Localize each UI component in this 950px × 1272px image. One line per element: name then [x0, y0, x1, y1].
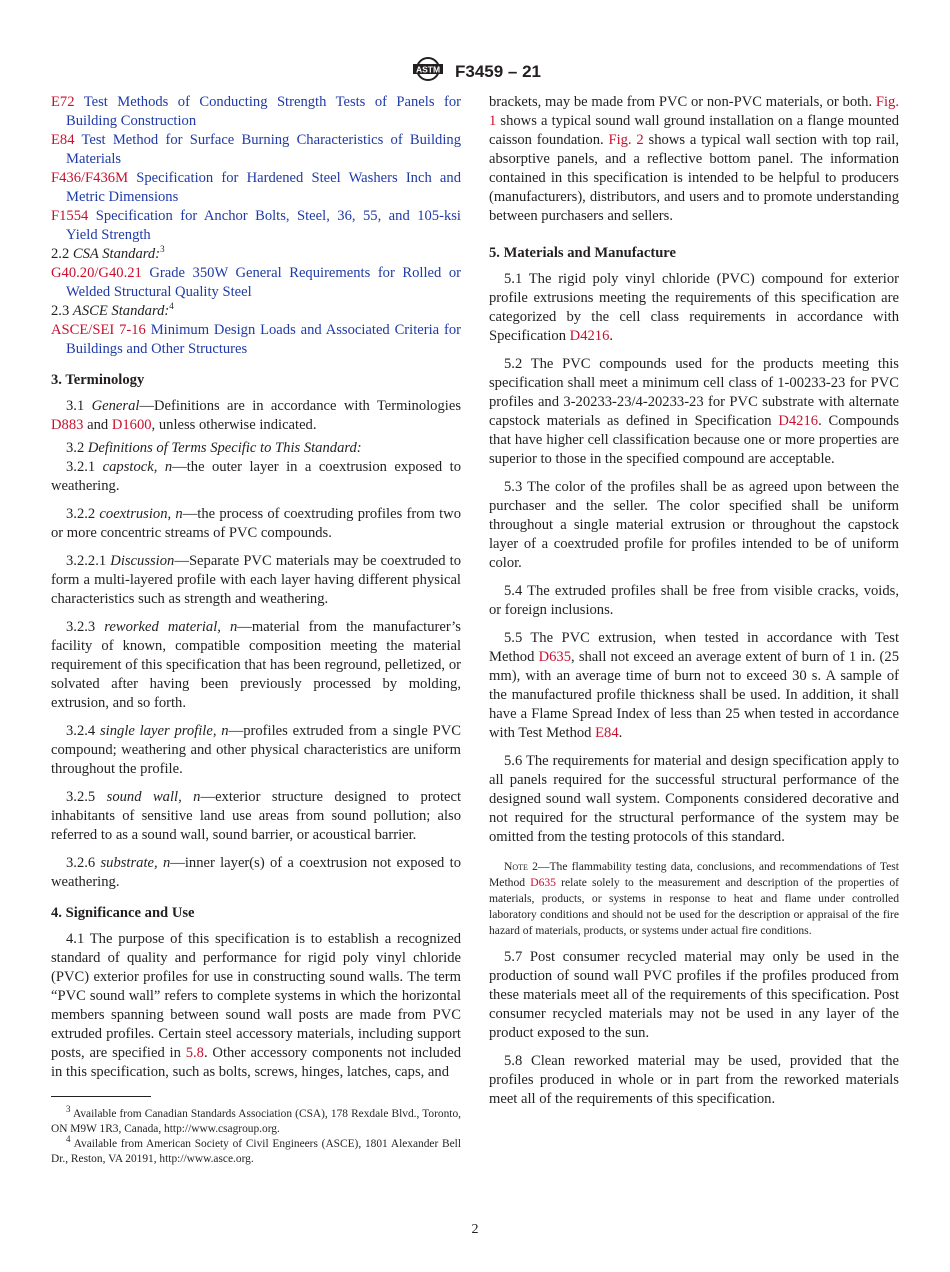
ref-title[interactable]: Test Method for Surface Burning Characteristics of Building Materials — [66, 132, 461, 167]
para-3-1: 3.1 General—Definitions are in accordance with Terminologies D883 and D1600, unless otherwise indicated. — [51, 398, 461, 433]
ref-f1554 — [51, 207, 461, 245]
ref-e72 — [51, 93, 461, 131]
link-fig-2[interactable]: Fig. 2 — [608, 132, 644, 148]
para-5-1: 5.1 The rigid poly vinyl chloride (PVC) compound for exterior profile extrusions meeting the requirements of this specification are categorized by the cell class requirements in accordance with Specification D4216. — [489, 271, 899, 344]
para-5-2: 5.2 The PVC compounds used for the products meeting this specification shall meet a minimum cell class of 1-00233-23 for PVC profiles and 3-20233-23/4-20233-23 for PVC substrate with alternate capstock materials as defined in Specification D4216. Compounds that have higher cell classification because one or more properties are superior to those in the specified compound are acceptable. — [489, 356, 900, 467]
designation: F3459 – 21 — [454, 61, 541, 81]
ref-e84 — [51, 131, 461, 169]
ref-code[interactable]: E84 — [51, 132, 75, 148]
para-3-2-5: 3.2.5 sound wall, n—exterior structure designed to protect inhabitants of sensitive land use areas from sound pollution; also referred to as a sound wall, sound barrier, or acoustical barrier. — [51, 789, 462, 843]
para-3-2-2: 3.2.2 coextrusion, n—the process of coextruding profiles from two or more concentric streams of PVC compounds. — [51, 506, 461, 541]
link-d883[interactable]: D883 — [51, 417, 84, 433]
para-5-7: 5.7 Post consumer recycled material may only be used in the production of sound wall PVC profiles if the profiles produced from these materials meet all of the requirements of this specification. Post consumer recycled materials may not be used in any layer of the product exposed to the sun. — [489, 949, 899, 1041]
link-5-8[interactable]: 5.8 — [185, 1045, 204, 1061]
astm-logo-icon — [409, 56, 447, 87]
para-3-2-6: 3.2.6 substrate, n—inner layer(s) of a coextrusion not exposed to weathering. — [51, 855, 461, 890]
footnote-rule — [51, 1096, 151, 1097]
para-5-3: 5.3 The color of the profiles shall be as agreed upon between the purchaser and the seller. The color specified shall be uniform throughout a single material extrusion or throughout the capstock layer of a coextruded profile for profiles intended to be of uniform color. — [489, 479, 899, 571]
ref-code[interactable]: G40.20/G40.21 — [51, 265, 142, 281]
ref-title[interactable]: Grade 350W General Requirements for Rolled or Welded Structural Quality Steel — [66, 265, 461, 300]
para-5-6: 5.6 The requirements for material and design specification apply to all panels required for the successful structural performance of the designed sound wall system. Components considered decorative and not required for the structural performance of the system may be omitted from the testing protocols of this standard. — [489, 753, 899, 845]
para-3-2-1: 3.2.1 capstock, n—the outer layer in a coextrusion exposed to weathering. — [51, 459, 462, 494]
para-3-2-4: 3.2.4 single layer profile, n—profiles extruded from a single PVC compound; weathering and other physical characteristics are uniform throughout the profile. — [51, 723, 461, 777]
para-5-5: 5.5 The PVC extrusion, when tested in accordance with Test Method D635, shall not exceed an average extent of burn of 1 in. (25 mm), with an average time of burn not to exceed 30 s. A sample of the manufactured profile thickness shall be used. In addition, it shall have a Flame Spread Index of less than 25 when tested in accordance with Test Method E84. — [489, 630, 899, 741]
footnote-3: $^3$ Available from Canadian Standards Association (CSA), 178 Rexdale Blvd., Toronto, ON M9W 1R3, Canada, http://www.csagroup.org. — [51, 1104, 461, 1135]
ref-code[interactable]: ASCE/SEI 7-16 — [51, 322, 146, 338]
ref-title[interactable]: Specification for Anchor Bolts, Steel, 36, 55, and 105-ksi Yield Strength — [66, 208, 461, 243]
ref-title[interactable]: Minimum Design Loads and Associated Criteria for Buildings and Other Structures — [66, 322, 461, 357]
section-2-3: 2.3 ASCE Standard:$^4$ — [51, 301, 174, 319]
page-number: 2 — [471, 1222, 479, 1237]
note-2: Note 2—The flammability testing data, conclusions, and recommendations of Test Method D635 relate solely to the measurement and description of the properties of materials, products, or systems in response to heat and flame under controlled laboratory conditions and should not be used for the description or appraisal of the fire hazard of materials, products, or systems under actual fire conditions. — [489, 860, 899, 937]
ref-csa — [51, 264, 461, 302]
link-d4216[interactable]: D4216 — [778, 413, 819, 429]
page-header — [0, 56, 950, 87]
para-5-4: 5.4 The extruded profiles shall be free from visible cracks, voids, or foreign inclusions. — [489, 583, 899, 618]
section-4-heading: 4. Significance and Use — [51, 905, 195, 921]
para-3-2-3: 3.2.3 reworked material, n—material from the manufacturer’s facility of known, compatible composition meeting the material requirement of this specification that has been reground, pelletized, or solvated after having been previously processed by molding, extrusion, and so forth. — [51, 619, 461, 711]
footnote-4: $^4$ Available from American Society of Civil Engineers (ASCE), 1801 Alexander Bell Dr., Reston, VA 20191, http://www.asce.org. — [51, 1134, 461, 1165]
ref-title[interactable]: Specification for Hardened Steel Washers Inch and Metric Dimensions — [66, 170, 461, 205]
section-2-2: 2.2 CSA Standard:$^3$ — [51, 244, 165, 262]
section-5-heading: 5. Materials and Manufacture — [489, 245, 676, 261]
ref-asce — [51, 321, 461, 359]
ref-code[interactable]: E72 — [51, 94, 75, 110]
para-3-2: 3.2 Definitions of Terms Specific to This Standard: — [66, 440, 362, 456]
link-e84[interactable]: E84 — [595, 725, 619, 741]
link-d1600[interactable]: D1600 — [111, 417, 152, 433]
ref-code[interactable]: F1554 — [51, 208, 89, 224]
svg-text:ASTM: ASTM — [415, 64, 441, 75]
link-d635[interactable]: D635 — [538, 649, 572, 665]
link-d4216[interactable]: D4216 — [569, 328, 610, 344]
ref-title[interactable]: Test Methods of Conducting Strength Tests of Panels for Building Construction — [66, 94, 461, 129]
para-5-8: 5.8 Clean reworked material may be used, provided that the profiles produced in whole or in part from the reworked materials meet all of the requirements of this specification. — [489, 1053, 899, 1107]
link-d635[interactable]: D635 — [530, 876, 556, 889]
para-3-2-2-1: 3.2.2.1 Discussion—Separate PVC materials may be coextruded to form a multi-layered profile with each layer having different physical characteristics such as strength and weathering. — [51, 553, 461, 607]
link-fig-1[interactable]: Fig. 1 — [489, 94, 899, 129]
section-3-heading: 3. Terminology — [51, 372, 145, 388]
ref-code[interactable]: F436/F436M — [51, 170, 129, 186]
para-4-1: 4.1 The purpose of this specification is to establish a recognized standard of quality and performance for rigid poly vinyl chloride (PVC) exterior profiles for use in constructing sound walls. The term “PVC sound wall” refers to complete systems in which the horizontal members spanning between sound wall posts are made from PVC extruded profiles. Certain steel accessory materials, including support posts, are specified in 5.8. Other accessory components not included in this specification, such as bolts, screws, hinges, latches, caps, and — [51, 931, 462, 1080]
left-column — [51, 93, 461, 1167]
right-column — [489, 93, 899, 1109]
ref-f436 — [51, 169, 461, 207]
para-4-1-continued: brackets, may be made from PVC or non-PVC materials, or both. Fig. 1 shows a typical sound wall ground installation on a flange mounted caisson foundation. Fig. 2 shows a typical wall section with top rail, absorptive panels, and a reflective bottom panel. The information contained in this specification is intended to be helpful to producers (manufacturers), distributors, and users and to promote understanding between purchasers and sellers. — [489, 94, 900, 224]
